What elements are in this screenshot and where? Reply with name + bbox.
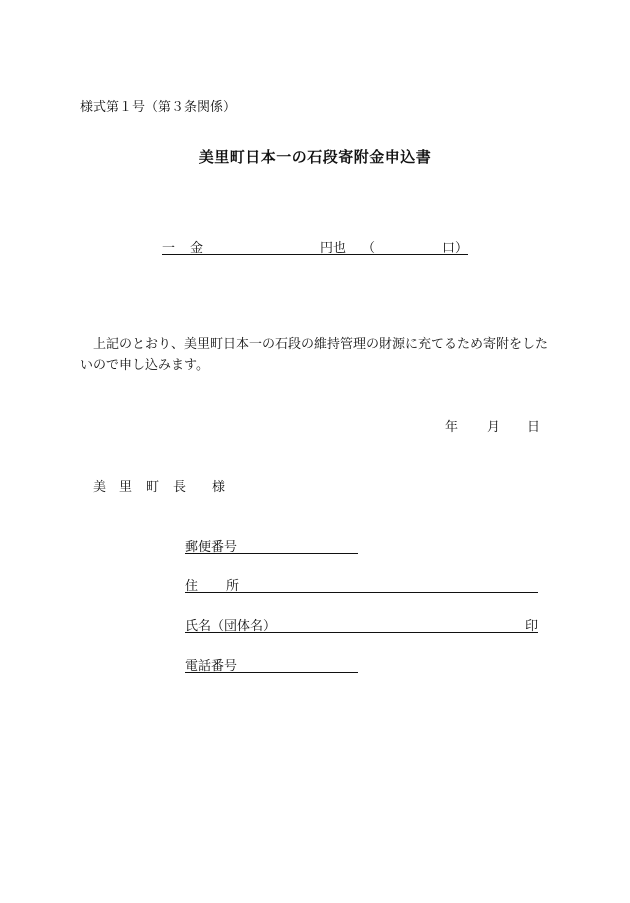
postal-code-field[interactable] <box>185 536 358 554</box>
amount-yen: 円也 <box>320 241 347 256</box>
date-month: 月 <box>487 420 501 435</box>
postal-code-label: 郵便番号 <box>185 540 238 555</box>
name-label: 氏名（団体名） <box>185 619 277 634</box>
form-number: 様式第１号（第３条関係） <box>80 100 237 115</box>
amount-prefix-ichi: 一 <box>162 241 176 256</box>
amount-line <box>162 237 468 255</box>
phone-field[interactable] <box>185 655 358 673</box>
amount-paren-open: （ <box>362 241 376 256</box>
amount-prefix-kin: 金 <box>190 241 204 256</box>
addressee-char-3: 町 <box>146 480 160 495</box>
addressee-char-5: 様 <box>212 480 226 495</box>
addressee-char-4: 長 <box>173 480 187 495</box>
amount-kuchi: 口） <box>442 241 469 256</box>
address-label-1: 住 <box>185 579 199 594</box>
addressee-char-2: 里 <box>119 480 133 495</box>
document-title: 美里町日本一の石段寄附金申込書 <box>198 148 432 166</box>
address-label-2: 所 <box>226 579 240 594</box>
date-year: 年 <box>445 420 459 435</box>
seal-mark: 印 <box>524 619 538 634</box>
name-field[interactable] <box>185 615 538 633</box>
address-field[interactable] <box>185 575 538 593</box>
application-statement: 上記のとおり、美里町日本一の石段の維持管理の財源に充てるため寄附をしたいので申し込みます。 <box>80 337 549 373</box>
addressee-char-1: 美 <box>93 480 107 495</box>
phone-label: 電話番号 <box>185 659 238 674</box>
date-day: 日 <box>527 420 541 435</box>
